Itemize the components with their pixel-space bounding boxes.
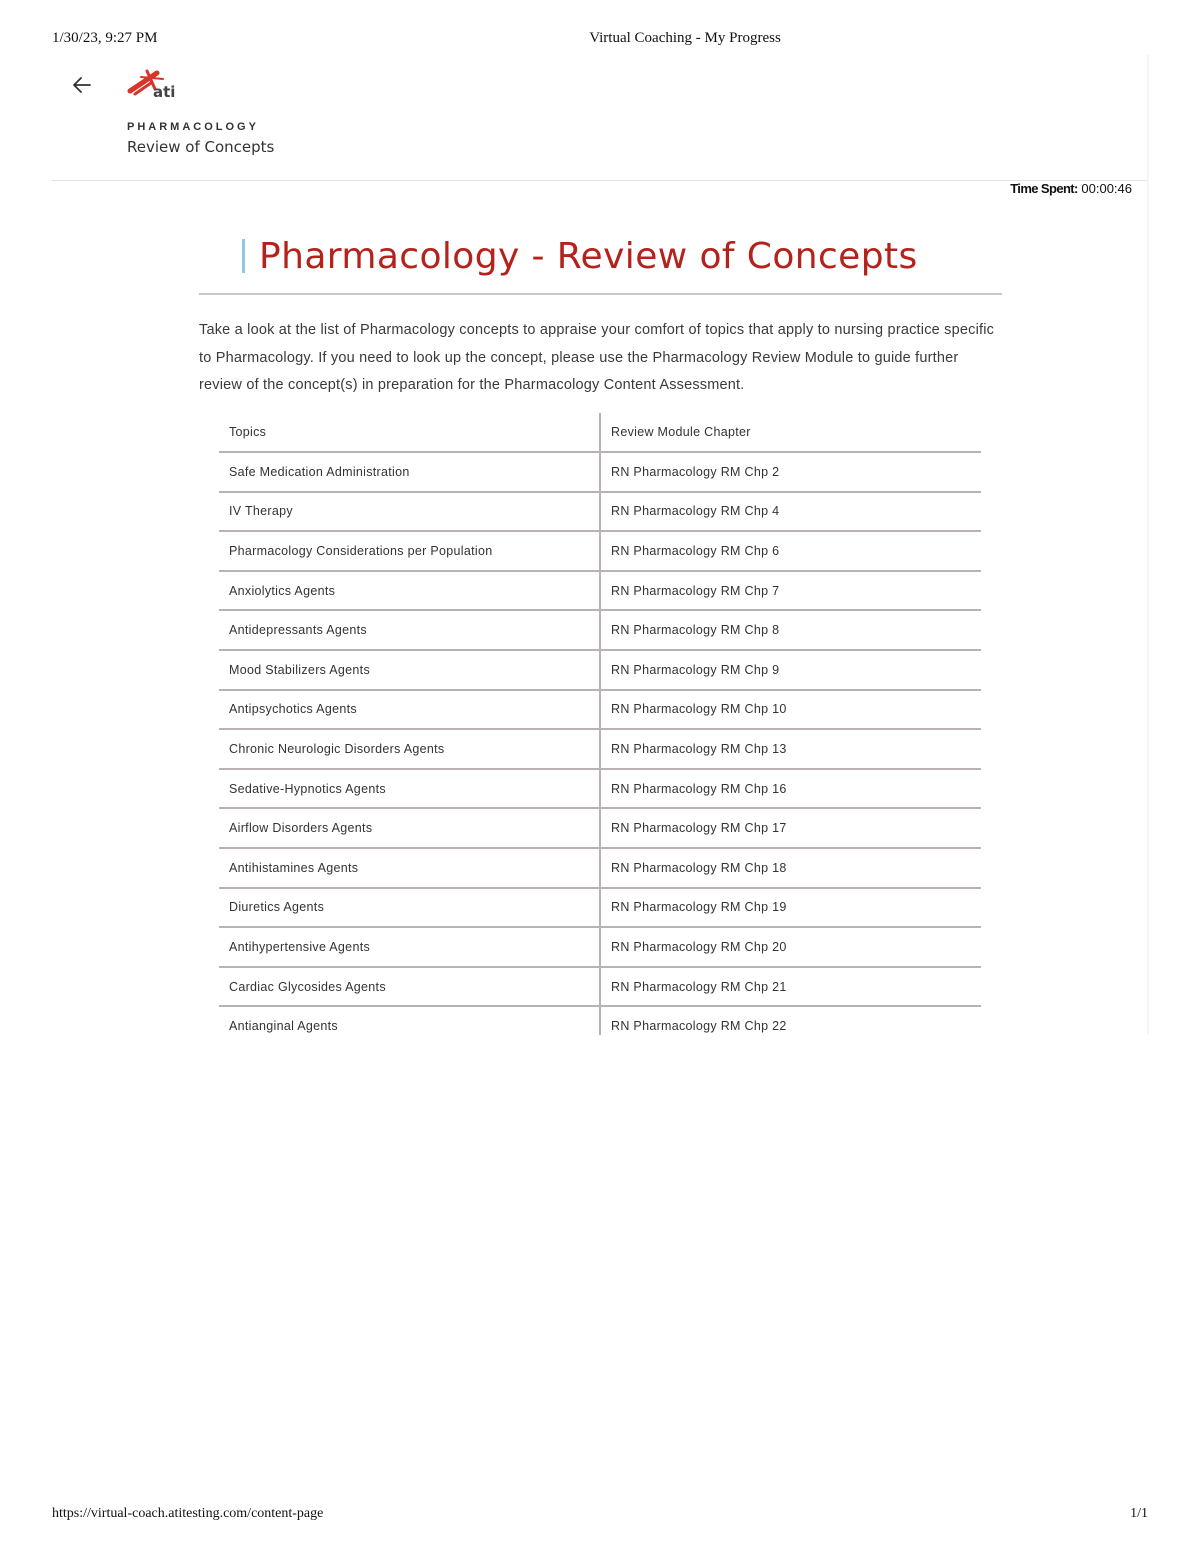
table-row (219, 888, 981, 928)
time-spent-label: Time Spent: (1010, 181, 1078, 196)
table-row (219, 531, 981, 571)
print-url: https://virtual-coach.atitesting.com/content-page (52, 1506, 324, 1521)
table-row (219, 690, 981, 730)
chapter-cell: RN Pharmacology RM Chp 8 (600, 610, 981, 650)
chapter-cell: RN Pharmacology RM Chp 19 (600, 888, 981, 928)
logo-text: ati (153, 83, 176, 101)
chapter-cell: RN Pharmacology RM Chp 4 (600, 492, 981, 532)
topic-cell: Antidepressants Agents (219, 610, 600, 650)
topic-cell: Mood Stabilizers Agents (219, 650, 600, 690)
title-divider (199, 293, 1002, 295)
chapter-cell: RN Pharmacology RM Chp 22 (600, 1006, 981, 1035)
page-title-block (242, 231, 918, 281)
table-row (219, 571, 981, 611)
topic-cell: Sedative-Hypnotics Agents (219, 769, 600, 809)
table-row (219, 492, 981, 532)
module-title: Review of Concepts (127, 138, 275, 156)
module-kicker: PHARMACOLOGY (127, 121, 259, 133)
topic-cell: Antihistamines Agents (219, 848, 600, 888)
page-title: Pharmacology - Review of Concepts (259, 235, 918, 277)
chapter-cell: RN Pharmacology RM Chp 7 (600, 571, 981, 611)
table-row (219, 769, 981, 809)
chapter-cell: RN Pharmacology RM Chp 17 (600, 808, 981, 848)
app-viewport (52, 55, 1147, 1035)
topic-cell: Diuretics Agents (219, 888, 600, 928)
column-header-chapter: Review Module Chapter (600, 413, 981, 452)
topic-cell: Cardiac Glycosides Agents (219, 967, 600, 1007)
topic-cell: Safe Medication Administration (219, 452, 600, 492)
time-spent (1010, 181, 1132, 196)
chapter-cell: RN Pharmacology RM Chp 13 (600, 729, 981, 769)
topic-cell: Antianginal Agents (219, 1006, 600, 1035)
print-datetime: 1/30/23, 9:27 PM (52, 30, 158, 46)
chapter-cell: RN Pharmacology RM Chp 18 (600, 848, 981, 888)
table-row (219, 610, 981, 650)
chapter-cell: RN Pharmacology RM Chp 6 (600, 531, 981, 571)
table-header-row (219, 413, 981, 452)
topics-table (219, 413, 981, 1035)
intro-paragraph: Take a look at the list of Pharmacology concepts to appraise your comfort of topics that apply to nursing practice specific to Pharmacology. If you need to look up the concept, please use the Pharmacology Review Module to guide further review of the concept(s) in preparation for the Pharmacology Content Assessment. (199, 322, 995, 393)
time-spent-value: 00:00:46 (1081, 181, 1132, 196)
topic-cell: Anxiolytics Agents (219, 571, 600, 611)
topic-cell: Antipsychotics Agents (219, 690, 600, 730)
table-row (219, 927, 981, 967)
title-accent-bar (242, 239, 245, 273)
table-row (219, 808, 981, 848)
ati-logo[interactable] (127, 67, 181, 101)
column-header-topics: Topics (219, 413, 600, 452)
table-row (219, 729, 981, 769)
table-row (219, 452, 981, 492)
topic-cell: Pharmacology Considerations per Population (219, 531, 600, 571)
table-row (219, 650, 981, 690)
table-row (219, 848, 981, 888)
header-divider (52, 180, 1147, 181)
chapter-cell: RN Pharmacology RM Chp 9 (600, 650, 981, 690)
chapter-cell: RN Pharmacology RM Chp 16 (600, 769, 981, 809)
arrow-left-icon[interactable] (70, 73, 94, 97)
topic-cell: Chronic Neurologic Disorders Agents (219, 729, 600, 769)
chapter-cell: RN Pharmacology RM Chp 2 (600, 452, 981, 492)
chapter-cell: RN Pharmacology RM Chp 10 (600, 690, 981, 730)
table-row (219, 1006, 981, 1035)
chapter-cell: RN Pharmacology RM Chp 20 (600, 927, 981, 967)
chapter-cell: RN Pharmacology RM Chp 21 (600, 967, 981, 1007)
table-row (219, 967, 981, 1007)
print-page-title: Virtual Coaching - My Progress (589, 30, 781, 46)
ati-logo-mark (127, 67, 181, 101)
topic-cell: Airflow Disorders Agents (219, 808, 600, 848)
topic-cell: IV Therapy (219, 492, 600, 532)
print-page-number: 1/1 (1130, 1506, 1148, 1521)
topic-cell: Antihypertensive Agents (219, 927, 600, 967)
